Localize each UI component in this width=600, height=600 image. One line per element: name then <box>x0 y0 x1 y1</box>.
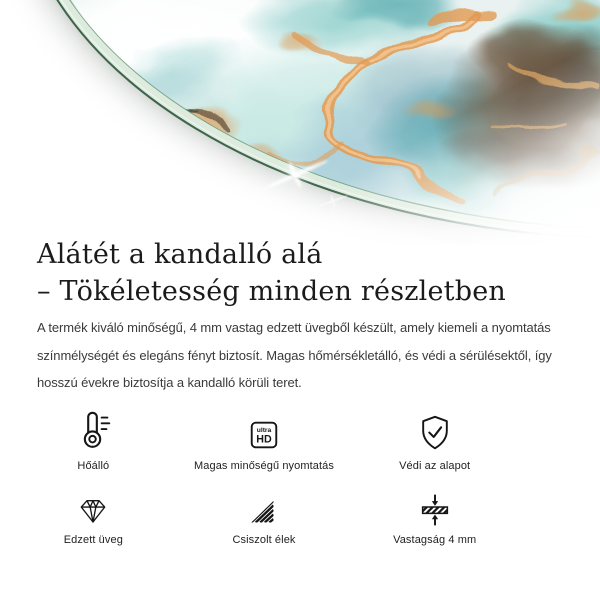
feature-label: Védi az alapot <box>399 460 471 472</box>
shield-check-icon <box>414 406 456 454</box>
page-title <box>37 236 582 310</box>
feature-label: Edzett üveg <box>63 534 123 546</box>
page-title-line2: – Tökéletesség minden részletben <box>37 276 506 307</box>
feature-tempered-glass <box>8 492 179 578</box>
feature-print-quality <box>179 406 350 492</box>
polished-edges-icon <box>248 492 279 528</box>
page-title-line1: Alátét a kandalló alá <box>37 239 323 270</box>
glass-disc-image <box>0 0 600 245</box>
feature-thickness <box>349 492 520 578</box>
thermometer-icon <box>70 406 116 454</box>
feature-polished-edges <box>179 492 350 578</box>
feature-label: Magas minőségű nyomtatás <box>194 460 334 472</box>
diamond-icon <box>76 492 110 528</box>
compressed-thickness-icon <box>417 492 453 528</box>
feature-protects-base <box>349 406 520 492</box>
feature-label: Hőálló <box>77 460 110 472</box>
product-photo <box>0 0 600 245</box>
ultra-hd-badge-line1: ultra <box>256 427 272 435</box>
product-description: A termék kiváló minőségű, 4 mm vastag edzett üvegből készült, amely kiemeli a nyomtatás színmélységét és elegáns fényt biztosít. Magas hőmérsékletálló, és védi a sérülésektől, így hosszú évekre biztosítja a kandalló körüli teret. <box>37 320 552 390</box>
ultra-hd-badge-line2: HD <box>256 433 272 446</box>
feature-grid <box>8 406 520 578</box>
feature-label: Csiszolt élek <box>232 534 296 546</box>
product-copy <box>37 236 582 397</box>
feature-heat-resistant <box>8 406 179 492</box>
feature-label: Vastagság 4 mm <box>393 534 477 546</box>
ultra-hd-icon <box>245 406 283 454</box>
